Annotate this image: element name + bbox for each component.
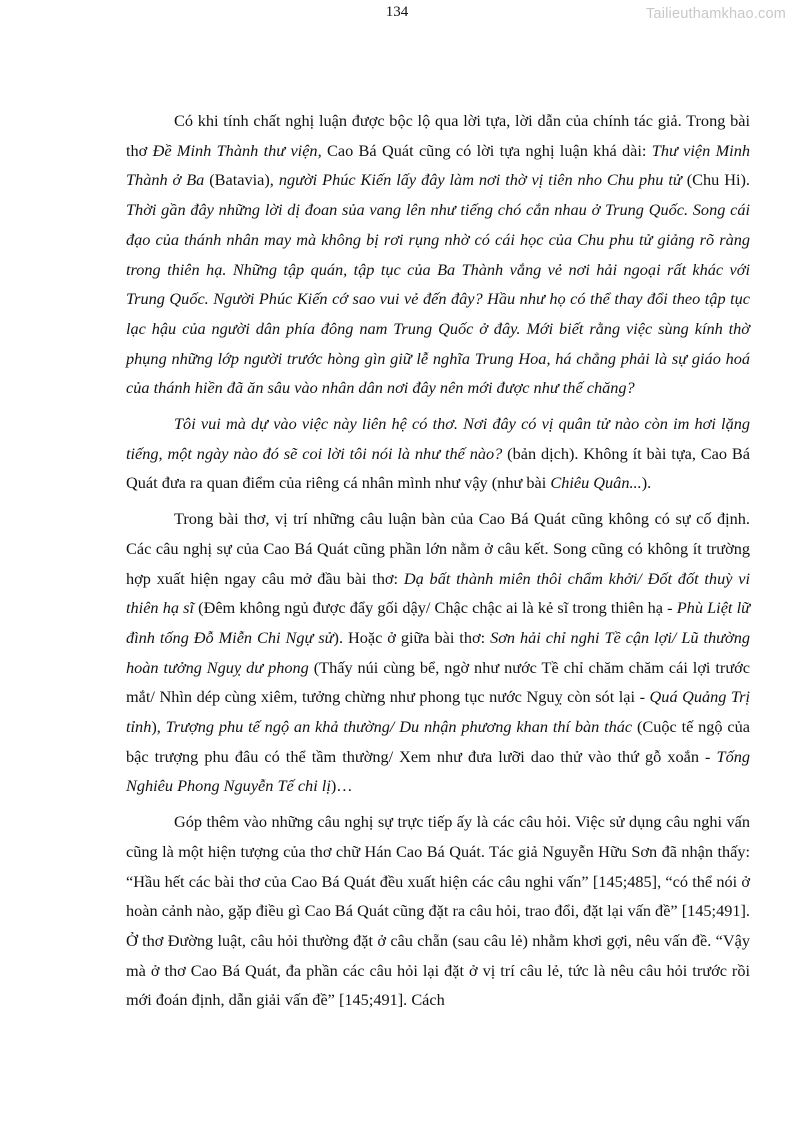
document-body xyxy=(126,106,750,1015)
italic-run: Phù Liệt lữ đình tống Đỗ Miễn Chi Ngự sử xyxy=(126,598,750,647)
italic-run: Tôi vui mà dự vào việc này liên hệ có thơ. Nơi đây có vị quân tử nào còn im hơi lặng tiếng, một ngày nào đó sẽ coi lời tôi nói là như thế nào? xyxy=(126,414,750,463)
italic-run: Trượng phu tế ngộ an khả thường/ Du nhận phương khan thí bàn thác xyxy=(165,717,633,737)
italic-run: Thư viện Minh Thành ở Ba xyxy=(126,140,750,190)
text-run: (bản dịch). Không ít bài tựa, Cao Bá Quát đưa ra quan điểm của riêng cá nhân mình như vậy (như bài xyxy=(126,443,750,493)
italic-run: người Phúc Kiến lấy đây làm nơi thờ vị tiên nho Chu phu tử xyxy=(278,170,682,190)
text-run: Cao Bá Quát cũng có lời tựa nghị luận khá dài: xyxy=(321,140,652,160)
text-run: Có khi tính chất nghị luận được bộc lộ qua lời tựa, lời dẫn của chính tác giả. Trong bài thơ xyxy=(126,111,750,160)
text-run: )… xyxy=(330,776,353,796)
italic-run: Sơn hải chỉ nghi Tề cận lợi/ Lũ thường hoàn tưởng Nguỵ dư phong xyxy=(126,627,750,677)
text-run: Trong bài thơ, vị trí những câu luận bàn của Cao Bá Quát cũng không có sự cố định. Các câu nghị sự của Cao Bá Quát cũng phần lớn nằm ở câu kết. Song cũng có không ít trường hợp xuất hiện ngay câu mở đầu bài thơ: xyxy=(126,509,750,588)
italic-run: Dạ bất thành miên thôi chẩm khởi/ Đốt đốt thuỳ vi thiên hạ sĩ xyxy=(126,568,750,618)
paragraph-3 xyxy=(126,504,750,801)
italic-run: Đề Minh Thành thư viện, xyxy=(152,140,322,160)
italic-run: Tống Nghiêu Phong Nguyễn Tế chi lị xyxy=(126,746,750,796)
text-run: (Batavia), xyxy=(204,170,279,190)
italic-run: Chiêu Quân... xyxy=(550,473,642,493)
paragraph-2 xyxy=(126,409,750,498)
watermark: Tailieuthamkhao.com xyxy=(645,6,786,22)
text-run: ). Hoặc ở giữa bài thơ: xyxy=(333,627,491,647)
paragraph-1 xyxy=(126,106,750,403)
text-run: (Thấy núi cùng bể, ngờ như nước Tề chỉ chăm chăm cái lợi trước mắt/ Nhìn dép cùng xiêm, tưởng chừng như phong tục nước Nguỵ còn sót lại - xyxy=(126,657,750,707)
italic-run: Thời gần đây những lời dị đoan sủa vang lên như tiếng chó cắn nhau ở Trung Quốc. Song cái đạo của thánh nhân may mà không bị rơi rụng nhờ có cái học của Chu phu tử giảng rõ ràng trong thiên hạ. Những tập quán, tập tục của Ba Thành vắng vẻ nơi hải ngoại rất khác với Trung Quốc. Người Phúc Kiến cớ sao vui vẻ đến đây? Hầu như họ có thể thay đổi theo tập tục lạc hậu của người dân phía đông nam Trung Quốc ở đây. Mới biết rằng việc sùng kính thờ phụng những lớp người trước hòng gìn giữ lễ nghĩa Trung Hoa, há chẳng phải là sự giáo hoá của thánh hiền đã ăn sâu vào nhân dân nơi đây nên mới được như thế chăng? xyxy=(126,200,750,398)
italic-run: Quá Quảng Trị tỉnh xyxy=(126,687,751,737)
text-run: ), xyxy=(151,717,166,737)
page-number: 134 xyxy=(385,4,409,20)
text-run: Góp thêm vào những câu nghị sự trực tiếp ấy là các câu hỏi. Việc sử dụng câu nghi vấn cũng là một hiện tượng của thơ chữ Hán Cao Bá Quát. Tác giả Nguyễn Hữu Sơn đã nhận thấy: “Hầu hết các bài thơ của Cao Bá Quát đều xuất hiện các câu nghi vấn” [145;485], “có thể nói ở hoàn cảnh nào, gặp điều gì Cao Bá Quát cũng đặt ra câu hỏi, trao đổi, đặt lại vấn đề” [145;491]. Ở thơ Đường luật, câu hỏi thường đặt ở câu chẵn (sau câu lẻ) nhằm khơi gợi, nêu vấn đề. “Vậy mà ở thơ Cao Bá Quát, đa phần các câu hỏi lại đặt ở vị trí câu lẻ, tức là nêu câu hỏi trước rồi mới đoán định, dẫn giải vấn đề” [145;491]. Cách xyxy=(126,812,750,1010)
text-run: (Đêm không ngủ được đẩy gối dậy/ Chậc chậc ai là kẻ sĩ trong thiên hạ - xyxy=(194,598,677,618)
text-run: (Cuộc tế ngộ của bậc trượng phu đâu có thể tầm thường/ Xem như đưa lưỡi dao thử vào thứ gỗ xoắn - xyxy=(126,717,751,766)
paragraph-4 xyxy=(126,807,750,1015)
text-run: (Chu Hi). xyxy=(681,170,750,190)
text-run: ). xyxy=(641,473,652,493)
